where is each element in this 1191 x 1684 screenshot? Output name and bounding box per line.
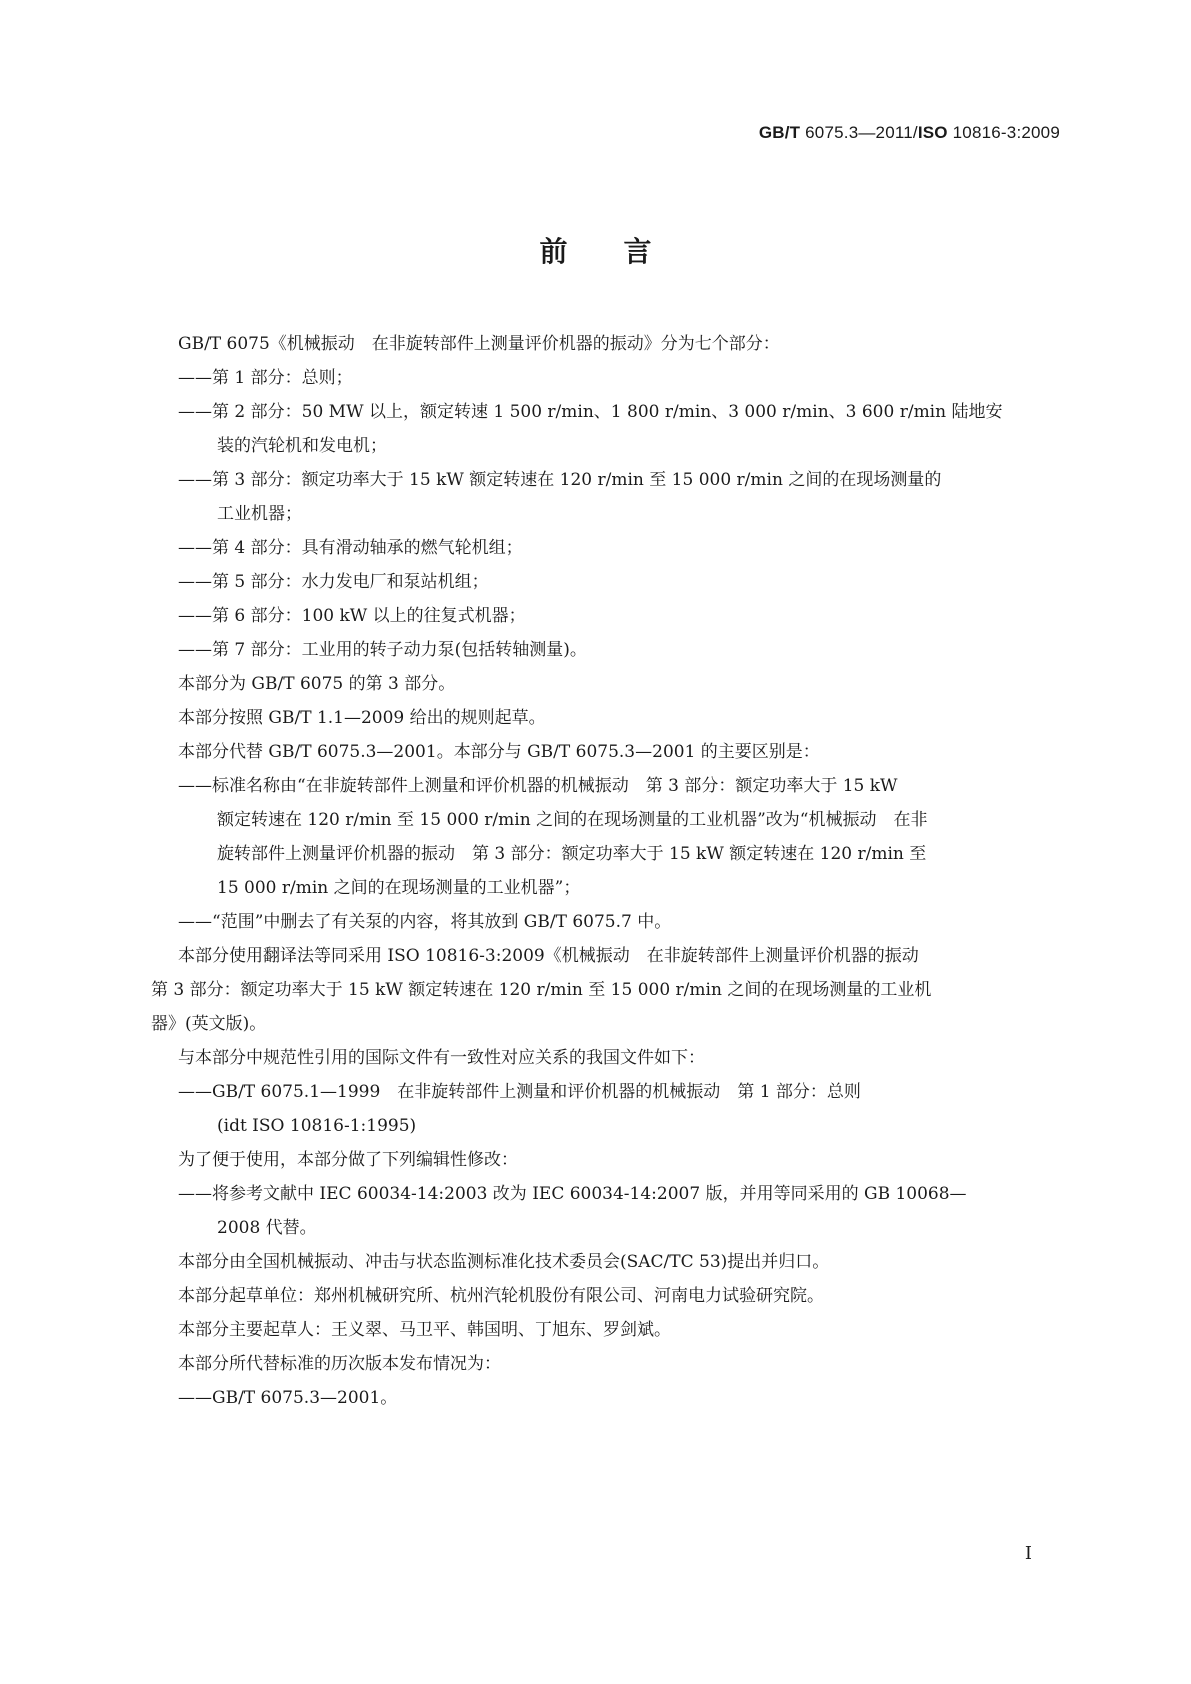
- iso-prefix: ISO: [917, 123, 948, 142]
- paragraph-drafters: 本部分主要起草人：王义翠、马卫平、韩国明、丁旭东、罗剑斌。: [178, 1320, 671, 1340]
- iso-number: 10816-3:2009: [947, 123, 1060, 142]
- list-item-history: ——GB/T 6075.3—2001。: [178, 1388, 398, 1408]
- paragraph-adoption-cont2: 器》(英文版)。: [151, 1014, 267, 1034]
- list-item-change-title-cont3: 15 000 r/min 之间的在现场测量的工业机器”；: [217, 878, 581, 898]
- paragraph-replaces: 本部分代替 GB/T 6075.3—2001。本部分与 GB/T 6075.3—2001 的主要区别是：: [178, 742, 820, 762]
- list-item-reference: ——GB/T 6075.1—1999 在非旋转部件上测量和评价机器的机械振动 第 1 部分：总则: [178, 1082, 861, 1102]
- list-item-part5: ——第 5 部分：水力发电厂和泵站机组；: [178, 572, 489, 592]
- paragraph-proposer: 本部分由全国机械振动、冲击与状态监测标准化技术委员会(SAC/TC 53)提出并归口。: [178, 1252, 830, 1272]
- list-item-change-title: ——标准名称由“在非旋转部件上测量和评价机器的机械振动 第 3 部分：额定功率大于 15 kW: [178, 776, 898, 796]
- list-item-change-title-cont2: 旋转部件上测量评价机器的振动 第 3 部分：额定功率大于 15 kW 额定转速在 120 r/min 至: [217, 844, 927, 864]
- paragraph-drafting-rules: 本部分按照 GB/T 1.1—2009 给出的规则起草。: [178, 708, 546, 728]
- list-item-part2: ——第 2 部分：50 MW 以上，额定转速 1 500 r/min、1 800 r/min、3 000 r/min、3 600 r/min 陆地安: [178, 402, 1003, 422]
- list-item-change-scope: ——“范围”中删去了有关泵的内容，将其放到 GB/T 6075.7 中。: [178, 912, 672, 932]
- standard-code-header: [759, 123, 1060, 143]
- list-item-editorial: ——将参考文献中 IEC 60034-14:2003 改为 IEC 60034-14:2007 版，并用等同采用的 GB 10068—: [178, 1184, 967, 1204]
- paragraph-adoption: 本部分使用翻译法等同采用 ISO 10816-3:2009《机械振动 在非旋转部件上测量评价机器的振动: [178, 946, 919, 966]
- list-item-editorial-cont: 2008 代替。: [217, 1218, 317, 1238]
- paragraph-drafting-units: 本部分起草单位：郑州机械研究所、杭州汽轮机股份有限公司、河南电力试验研究院。: [178, 1286, 824, 1306]
- paragraph-editorial: 为了便于使用，本部分做了下列编辑性修改：: [178, 1150, 518, 1170]
- foreword-body: [151, 327, 1060, 1415]
- standard-prefix: GB/T: [758, 123, 801, 142]
- paragraph-part-statement: 本部分为 GB/T 6075 的第 3 部分。: [178, 674, 456, 694]
- page-title: 前言: [539, 235, 708, 268]
- list-item-part6: ——第 6 部分：100 kW 以上的往复式机器；: [178, 606, 526, 626]
- list-item-part3-cont: 工业机器；: [217, 504, 302, 524]
- list-item-part1: ——第 1 部分：总则；: [178, 368, 353, 388]
- list-item-reference-cont: (idt ISO 10816-1:1995): [217, 1116, 417, 1136]
- paragraph-adoption-cont1: 第 3 部分：额定功率大于 15 kW 额定转速在 120 r/min 至 15 000 r/min 之间的在现场测量的工业机: [151, 980, 932, 1000]
- standard-number: 6075.3—2011/: [800, 123, 918, 142]
- paragraph-history: 本部分所代替标准的历次版本发布情况为：: [178, 1354, 501, 1374]
- list-item-part7: ——第 7 部分：工业用的转子动力泵(包括转轴测量)。: [178, 640, 587, 660]
- list-item-part2-cont: 装的汽轮机和发电机；: [217, 436, 387, 456]
- paragraph-references: 与本部分中规范性引用的国际文件有一致性对应关系的我国文件如下：: [178, 1048, 705, 1068]
- paragraph-intro: GB/T 6075《机械振动 在非旋转部件上测量评价机器的振动》分为七个部分：: [178, 334, 780, 354]
- list-item-part3: ——第 3 部分：额定功率大于 15 kW 额定转速在 120 r/min 至 15 000 r/min 之间的在现场测量的: [178, 470, 942, 490]
- list-item-change-title-cont1: 额定转速在 120 r/min 至 15 000 r/min 之间的在现场测量的工业机器”改为“机械振动 在非: [217, 810, 928, 830]
- page-number: I: [1024, 1543, 1032, 1564]
- list-item-part4: ——第 4 部分：具有滑动轴承的燃气轮机组；: [178, 538, 523, 558]
